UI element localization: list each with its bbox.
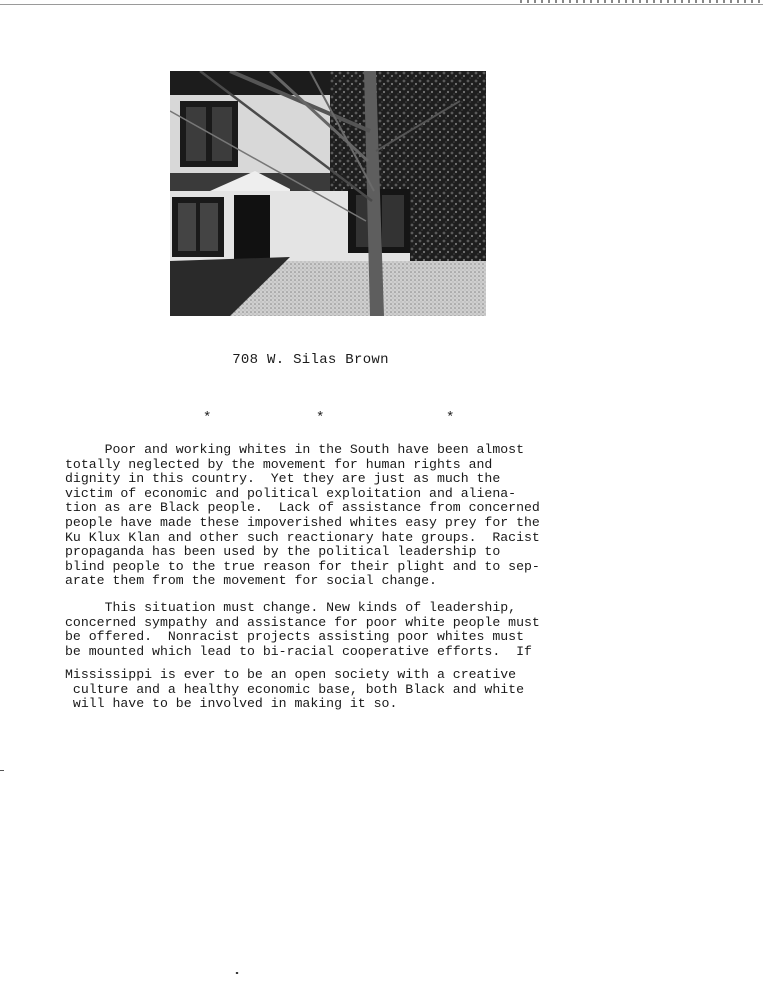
paragraph-poor-whites <box>65 443 590 589</box>
text-line: will have to be involved in making it so. <box>65 696 398 712</box>
text-line: tion as are Black people. Lack of assistance from concerned <box>65 500 540 516</box>
text-line: propaganda has been used by the political leadership to <box>65 544 501 560</box>
paragraph-situation-must-change <box>65 601 590 659</box>
page-edge-mark <box>0 770 4 771</box>
text-line: blind people to the true reason for their plight and to sep- <box>65 558 540 574</box>
text-line: arate them from the movement for social change. <box>65 573 437 589</box>
text-line: victim of economic and political exploitation and aliena- <box>65 485 517 501</box>
page-top-border <box>0 4 763 5</box>
divider-star: * <box>446 410 455 426</box>
text-line: be offered. Nonracist projects assisting poor whites must <box>65 629 524 645</box>
photo-caption <box>0 352 763 368</box>
scan-speck <box>234 972 240 974</box>
text-line: concerned sympathy and assistance for poor white people must <box>65 614 540 630</box>
divider-star: * <box>316 410 325 426</box>
text-line: dignity in this country. Yet they are just as much the <box>65 471 501 487</box>
house-photo <box>170 71 486 316</box>
text-line: Mississippi is ever to be an open society with a creative <box>65 667 517 682</box>
page-top-dotted-edge <box>520 0 763 3</box>
section-divider <box>0 410 763 430</box>
text-line: be mounted which lead to bi-racial cooperative efforts. If <box>65 643 532 659</box>
text-line: totally neglected by the movement for human rights and <box>65 456 493 472</box>
text-line: Poor and working whites in the South have been almost <box>65 442 524 457</box>
text-line: Ku Klux Klan and other such reactionary hate groups. Racist <box>65 529 540 545</box>
text-line: This situation must change. New kinds of leadership, <box>65 600 517 615</box>
text-line: culture and a healthy economic base, both Black and white <box>65 681 524 697</box>
paragraph-mississippi <box>65 668 590 712</box>
divider-star: * <box>203 410 212 426</box>
text-line: people have made these impoverished whites easy prey for the <box>65 514 540 530</box>
photo-caption-text: 708 W. Silas Brown <box>232 352 389 368</box>
